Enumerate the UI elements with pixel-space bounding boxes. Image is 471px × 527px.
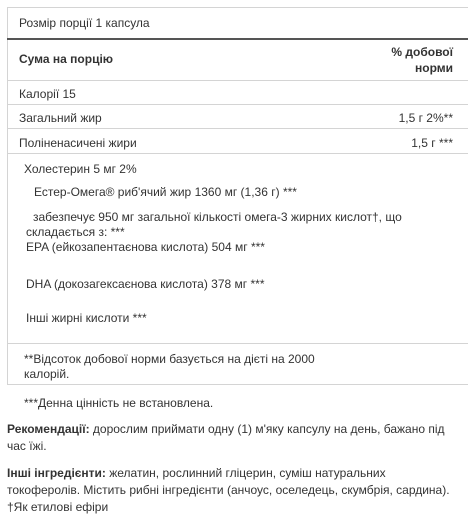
recommendations-label: Рекомендації: [7, 422, 90, 436]
daily-value-footnote: **Відсоток добової норми базується на дієті на 2000 калорій. [24, 352, 315, 381]
daily-value-header-line2: норми [414, 61, 453, 75]
divider [7, 104, 468, 105]
cholesterol-line: Холестерин 5 мг 2% [24, 162, 137, 176]
other-ingredients-text: желатин, рослинний гліцерин, суміш натуральних токоферолів. Містить рибні інгредієнти (анчоус, оселедець, скумбрія, сардина). †Як етилові ефіри [7, 466, 450, 514]
dha-line: DHA (докозагексаєнова кислота) 378 мг *** [26, 277, 265, 291]
serving-size: Розмір порції 1 капсула [19, 16, 150, 30]
polyunsaturated-fat-label: Поліненасичені жири [19, 136, 137, 150]
divider [7, 343, 468, 344]
epa-line: EPA (ейкозапентаєнова кислота) 504 мг *** [26, 240, 265, 254]
thick-divider [7, 38, 468, 40]
omega3-provides-line: забезпечує 950 мг загальної кількості омега-3 жирних кислот†, що складається з: *** [26, 210, 402, 239]
recommendations [7, 421, 459, 455]
calories-row: Калорії 15 [19, 87, 76, 101]
divider [7, 80, 468, 81]
recommendations-text: дорослим приймати одну (1) м'яку капсулу на день, бажано під час їжі. [7, 422, 445, 453]
divider [7, 128, 468, 129]
amount-per-serving-header: Сума на порцію [19, 52, 114, 66]
total-fat-value: 1,5 г 2%** [398, 111, 453, 125]
ester-omega-line: Естер-Омега® риб'ячий жир 1360 мг (1,36 г) *** [34, 185, 297, 199]
other-ingredients [7, 465, 459, 516]
daily-value-header-line1: % добової [391, 45, 453, 59]
daily-value-header [391, 44, 453, 76]
total-fat-label: Загальний жир [19, 111, 102, 125]
other-fatty-acids-line: Інші жирні кислоти *** [26, 311, 147, 325]
not-established-footnote: ***Денна цінність не встановлена. [24, 396, 214, 410]
other-ingredients-label: Інші інгредієнти: [7, 466, 106, 480]
divider [7, 153, 468, 154]
polyunsaturated-fat-value: 1,5 г *** [411, 136, 453, 150]
